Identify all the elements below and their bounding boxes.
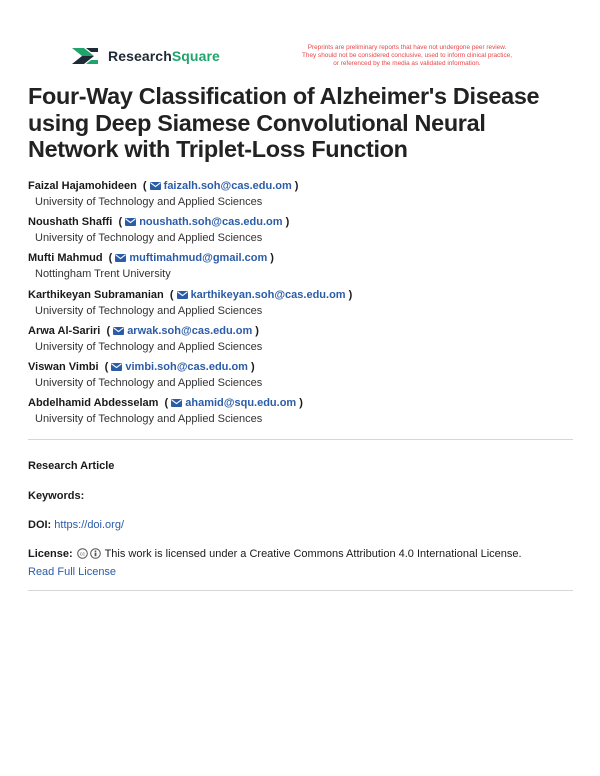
author-affiliation: University of Technology and Applied Sciences xyxy=(35,340,263,353)
author-email-link[interactable] xyxy=(113,325,252,337)
author-entry: Viswan Vimbi ( vimbi.soh@cas.edu.om ) University of Technology and Applied Sciences xyxy=(28,359,573,395)
author-affiliation: University of Technology and Applied Sciences xyxy=(35,304,263,317)
disclaimer-line: Preprints are preliminary reports that have not undergone peer review. xyxy=(307,44,507,51)
author-email-link[interactable] xyxy=(177,289,346,301)
license-text: This work is licensed under a Creative Commons Attribution 4.0 International License. xyxy=(104,548,522,560)
read-full-license-link[interactable]: Read Full License xyxy=(28,566,117,578)
author-email-link[interactable] xyxy=(150,180,292,192)
logo-text-square: Square xyxy=(171,48,220,64)
author-entry: Arwa Al-Sariri ( arwak.soh@cas.edu.om ) University of Technology and Applied Sciences xyxy=(28,323,573,359)
author-email-link[interactable] xyxy=(125,216,282,228)
author-email-link[interactable] xyxy=(115,252,267,264)
doi-link[interactable]: https://doi.org/ xyxy=(54,519,125,531)
author-email: vimbi.soh@cas.edu.om xyxy=(125,360,248,373)
author-name: Noushath Shaffi xyxy=(28,216,113,229)
author-email: muftimahmud@gmail.com xyxy=(129,252,268,265)
disclaimer-line: or referenced by the media as validated information. xyxy=(333,60,481,67)
license xyxy=(28,548,522,560)
author-email-link[interactable] xyxy=(171,397,296,409)
author-email: karthikeyan.soh@cas.edu.om xyxy=(190,288,346,301)
author-email: ahamid@squ.edu.om xyxy=(185,397,297,410)
author-entry: Noushath Shaffi ( noushath.soh@cas.edu.om ) University of Technology and Applied Sciences xyxy=(28,214,573,250)
author-name: Mufti Mahmud xyxy=(28,252,103,265)
author-name: Faizal Hajamohideen xyxy=(28,180,137,192)
author-entry: Faizal Hajamohideen ( faizalh.soh@cas.edu.om ) University of Technology and Applied Sciences xyxy=(28,178,573,214)
author-email: faizalh.soh@cas.edu.om xyxy=(163,180,292,192)
preprint-disclaimer xyxy=(272,44,542,68)
disclaimer-line: They should not be considered conclusive, used to inform clinical practice, xyxy=(302,52,512,59)
author-name: Abdelhamid Abdesselam xyxy=(28,397,159,410)
author-affiliation: University of Technology and Applied Sciences xyxy=(35,196,263,208)
author-affiliation: University of Technology and Applied Sciences xyxy=(35,413,263,426)
envelope-icon xyxy=(150,182,161,190)
envelope-icon xyxy=(125,218,136,226)
research-square-logo[interactable] xyxy=(72,44,220,68)
author-name: Karthikeyan Subramanian xyxy=(28,288,164,301)
header xyxy=(72,44,542,76)
author-email: arwak.soh@cas.edu.om xyxy=(127,324,253,337)
article-type xyxy=(28,460,114,472)
author-list xyxy=(28,178,573,431)
doi-label: DOI: xyxy=(28,519,52,531)
author-entry: Karthikeyan Subramanian ( karthikeyan.soh@cas.edu.om ) University of Technology and Applied Sciences xyxy=(28,287,573,323)
envelope-icon xyxy=(171,399,182,407)
read-full-license xyxy=(28,566,116,578)
paper-title: Four-Way Classification of Alzheimer's Disease using Deep Siamese Convolutional Neural Network with Triplet-Loss Function xyxy=(28,83,540,162)
svg-text:cc: cc xyxy=(79,551,85,558)
license-label: License: xyxy=(28,548,73,560)
keywords xyxy=(28,490,84,502)
envelope-icon xyxy=(113,327,124,335)
author-name: Arwa Al-Sariri xyxy=(28,324,101,337)
author-name: Viswan Vimbi xyxy=(28,360,99,373)
creative-commons-icon xyxy=(77,548,88,559)
divider xyxy=(28,590,573,591)
article-type-label: Research Article xyxy=(28,460,115,472)
author-affiliation: University of Technology and Applied Sciences xyxy=(35,232,263,245)
envelope-icon xyxy=(177,291,188,299)
keywords-label: Keywords: xyxy=(28,490,85,502)
author-affiliation: University of Technology and Applied Sciences xyxy=(35,376,263,389)
logo-text-research: Research xyxy=(108,48,172,64)
author-entry: Abdelhamid Abdesselam ( ahamid@squ.edu.om ) University of Technology and Applied Sciences xyxy=(28,395,573,431)
author-email-link[interactable] xyxy=(111,361,248,373)
divider xyxy=(28,439,573,440)
doi xyxy=(28,519,124,531)
author-affiliation: Nottingham Trent University xyxy=(35,268,171,281)
envelope-icon xyxy=(115,254,126,262)
author-email: noushath.soh@cas.edu.om xyxy=(139,216,283,229)
envelope-icon xyxy=(111,363,122,371)
logo-text xyxy=(108,48,220,64)
research-square-logo-icon xyxy=(72,44,100,68)
attribution-icon xyxy=(90,548,101,559)
author-entry: Mufti Mahmud ( muftimahmud@gmail.com ) Nottingham Trent University xyxy=(28,250,573,286)
